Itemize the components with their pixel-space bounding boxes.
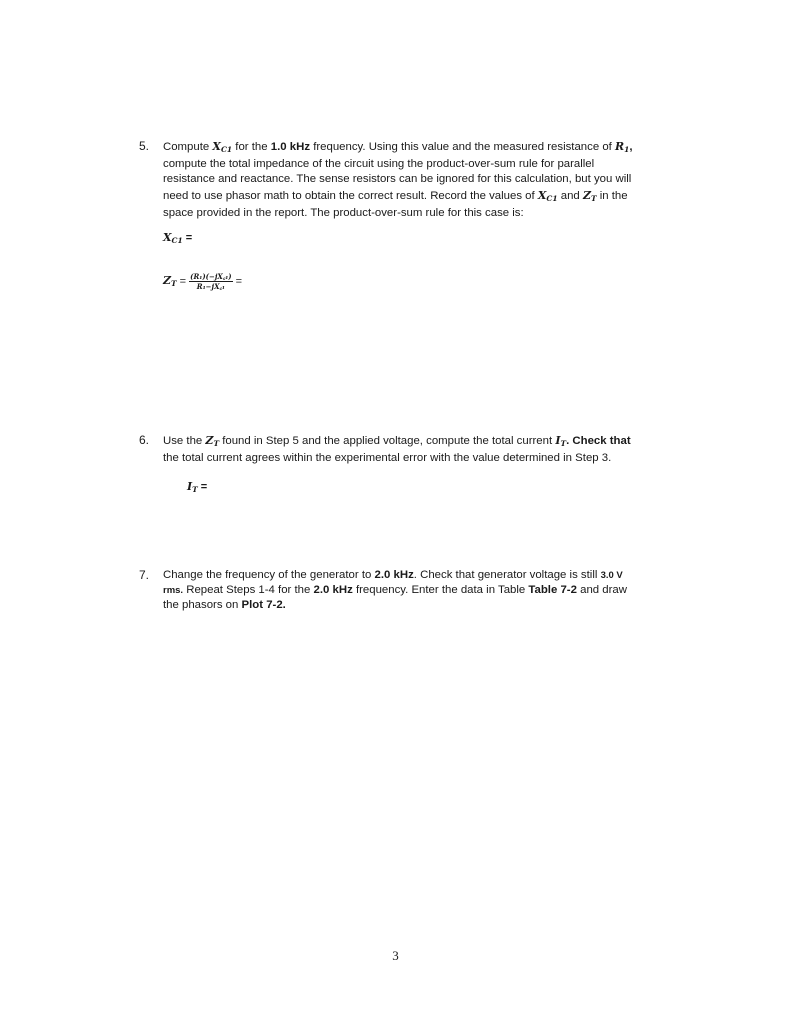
- zt-equation: $Z_T$ = $\frac{\text{(R₁)(−jX꜀₁)}}{\text{R₁−jX꜀₁}}$ =: [163, 272, 243, 291]
- step-6-line-1: Use the $Z_T$ found in Step 5 and the applied voltage, compute the total current $I_T$. Check that: [163, 434, 631, 448]
- page-number: 3: [392, 948, 399, 963]
- step-text: [163, 568, 709, 614]
- step-7-line-1: Change the frequency of the generator to 2.0 kHz. Check that generator voltage is still 3.0 V: [163, 569, 623, 581]
- step-text: [163, 139, 709, 221]
- step-5-line-2: compute the total impedance of the circuit using the product-over-sum rule for parallel: [163, 158, 595, 171]
- step-5: [139, 139, 709, 309]
- step-5-line-5: space provided in the report. The product-over-sum rule for this case is:: [163, 206, 524, 219]
- step-number: 7.: [139, 568, 150, 582]
- product-over-sum-fraction: $\frac{\text{(R₁)(−jX꜀₁)}}{\text{R₁−jX꜀₁}}$: [190, 272, 232, 291]
- step-5-line-1: Compute $X_{C1}$ for the 1.0 kHz frequency. Using this value and the measured resistance of $R_1$,: [163, 140, 633, 154]
- it-equation: $I_T$ =: [187, 480, 208, 494]
- step-5-line-4: need to use phasor math to obtain the correct result. Record the values of $X_{C1}$ and $Z_T$ in the: [163, 188, 628, 203]
- step-7: [139, 568, 709, 618]
- step-number: 6.: [139, 433, 150, 447]
- step-5-line-3: resistance and reactance. The sense resistors can be ignored for this calculation, but you will: [163, 173, 632, 186]
- step-6: [139, 433, 709, 503]
- step-7-line-2: rms. Repeat Steps 1-4 for the 2.0 kHz frequency. Enter the data in Table Table 7-2 and draw: [163, 584, 627, 597]
- step-text: [163, 433, 709, 466]
- step-6-line-2: the total current agrees within the experimental error with the value determined in Step 3.: [163, 452, 612, 465]
- step-7-line-3: the phasors on Plot 7-2.: [163, 599, 286, 612]
- step-number: 5.: [139, 139, 150, 153]
- xc1-equation: $X_{C1}$ =: [163, 231, 193, 245]
